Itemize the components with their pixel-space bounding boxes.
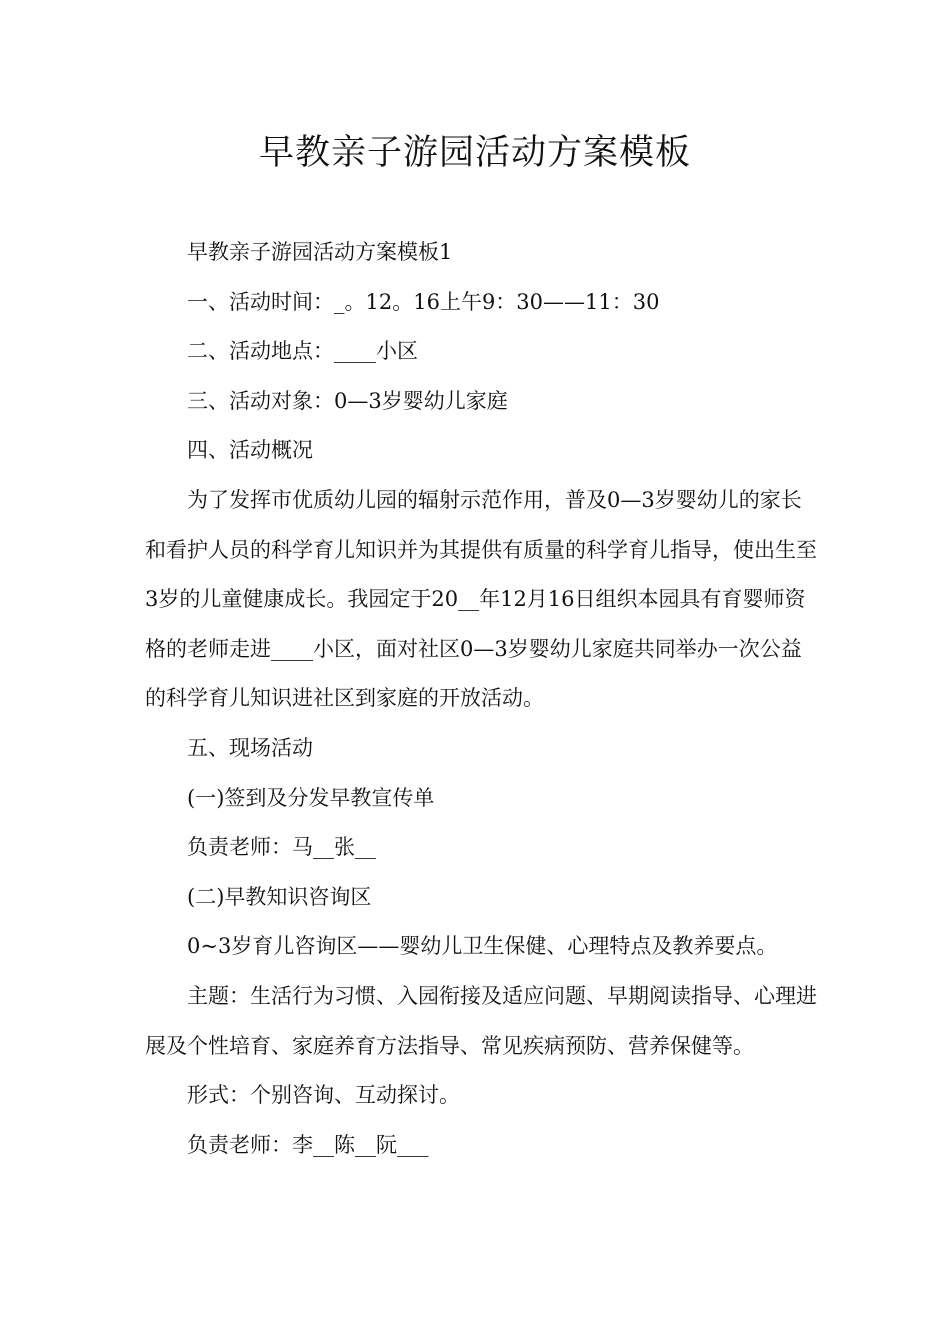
signin-section-heading: (一)签到及分发早教宣传单 — [187, 785, 435, 810]
consultation-topics: 主题：生活行为习惯、入园衔接及适应问题、早期阅读指导、心理进展及个性培育、家庭养育方法指导、常见疾病预防、营养保健等。 — [145, 983, 817, 1058]
onsite-activities-heading: 五、现场活动 — [187, 735, 313, 760]
activity-time: 一、活动时间：_。12。16上午9：30——11：30 — [187, 289, 660, 314]
consultation-teachers: 负责老师：李__陈__阮___ — [187, 1132, 429, 1157]
consultation-format: 形式：个别咨询、互动探讨。 — [187, 1083, 460, 1108]
consultation-area-description: 0~3岁育儿咨询区——婴幼儿卫生保健、心理特点及教养要点。 — [187, 934, 778, 959]
document-title: 早教亲子游园活动方案模板 — [258, 133, 691, 173]
document-body — [145, 228, 820, 1170]
section-heading: 早教亲子游园活动方案模板1 — [187, 240, 453, 264]
activity-location: 二、活动地点：____小区 — [187, 339, 418, 364]
activity-overview-heading: 四、活动概况 — [187, 438, 313, 463]
activity-target: 三、活动对象：0—3岁婴幼儿家庭 — [187, 388, 508, 413]
consultation-section-heading: (二)早教知识咨询区 — [187, 884, 372, 909]
activity-overview-text: 为了发挥市优质幼儿园的辐射示范作用，普及0—3岁婴幼儿的家长和看护人员的科学育儿知识并为其提供有质量的科学育儿指导，使出生至3岁的儿童健康成长。我园定于20__年12月16日组织本园具有育婴师资格的老师走进____小区，面对社区0—3岁婴幼儿家庭共同举办一次公益的科学育儿知识进社区到家庭的开放活动。 — [145, 487, 817, 711]
signin-teachers: 负责老师：马__张__ — [187, 835, 376, 860]
